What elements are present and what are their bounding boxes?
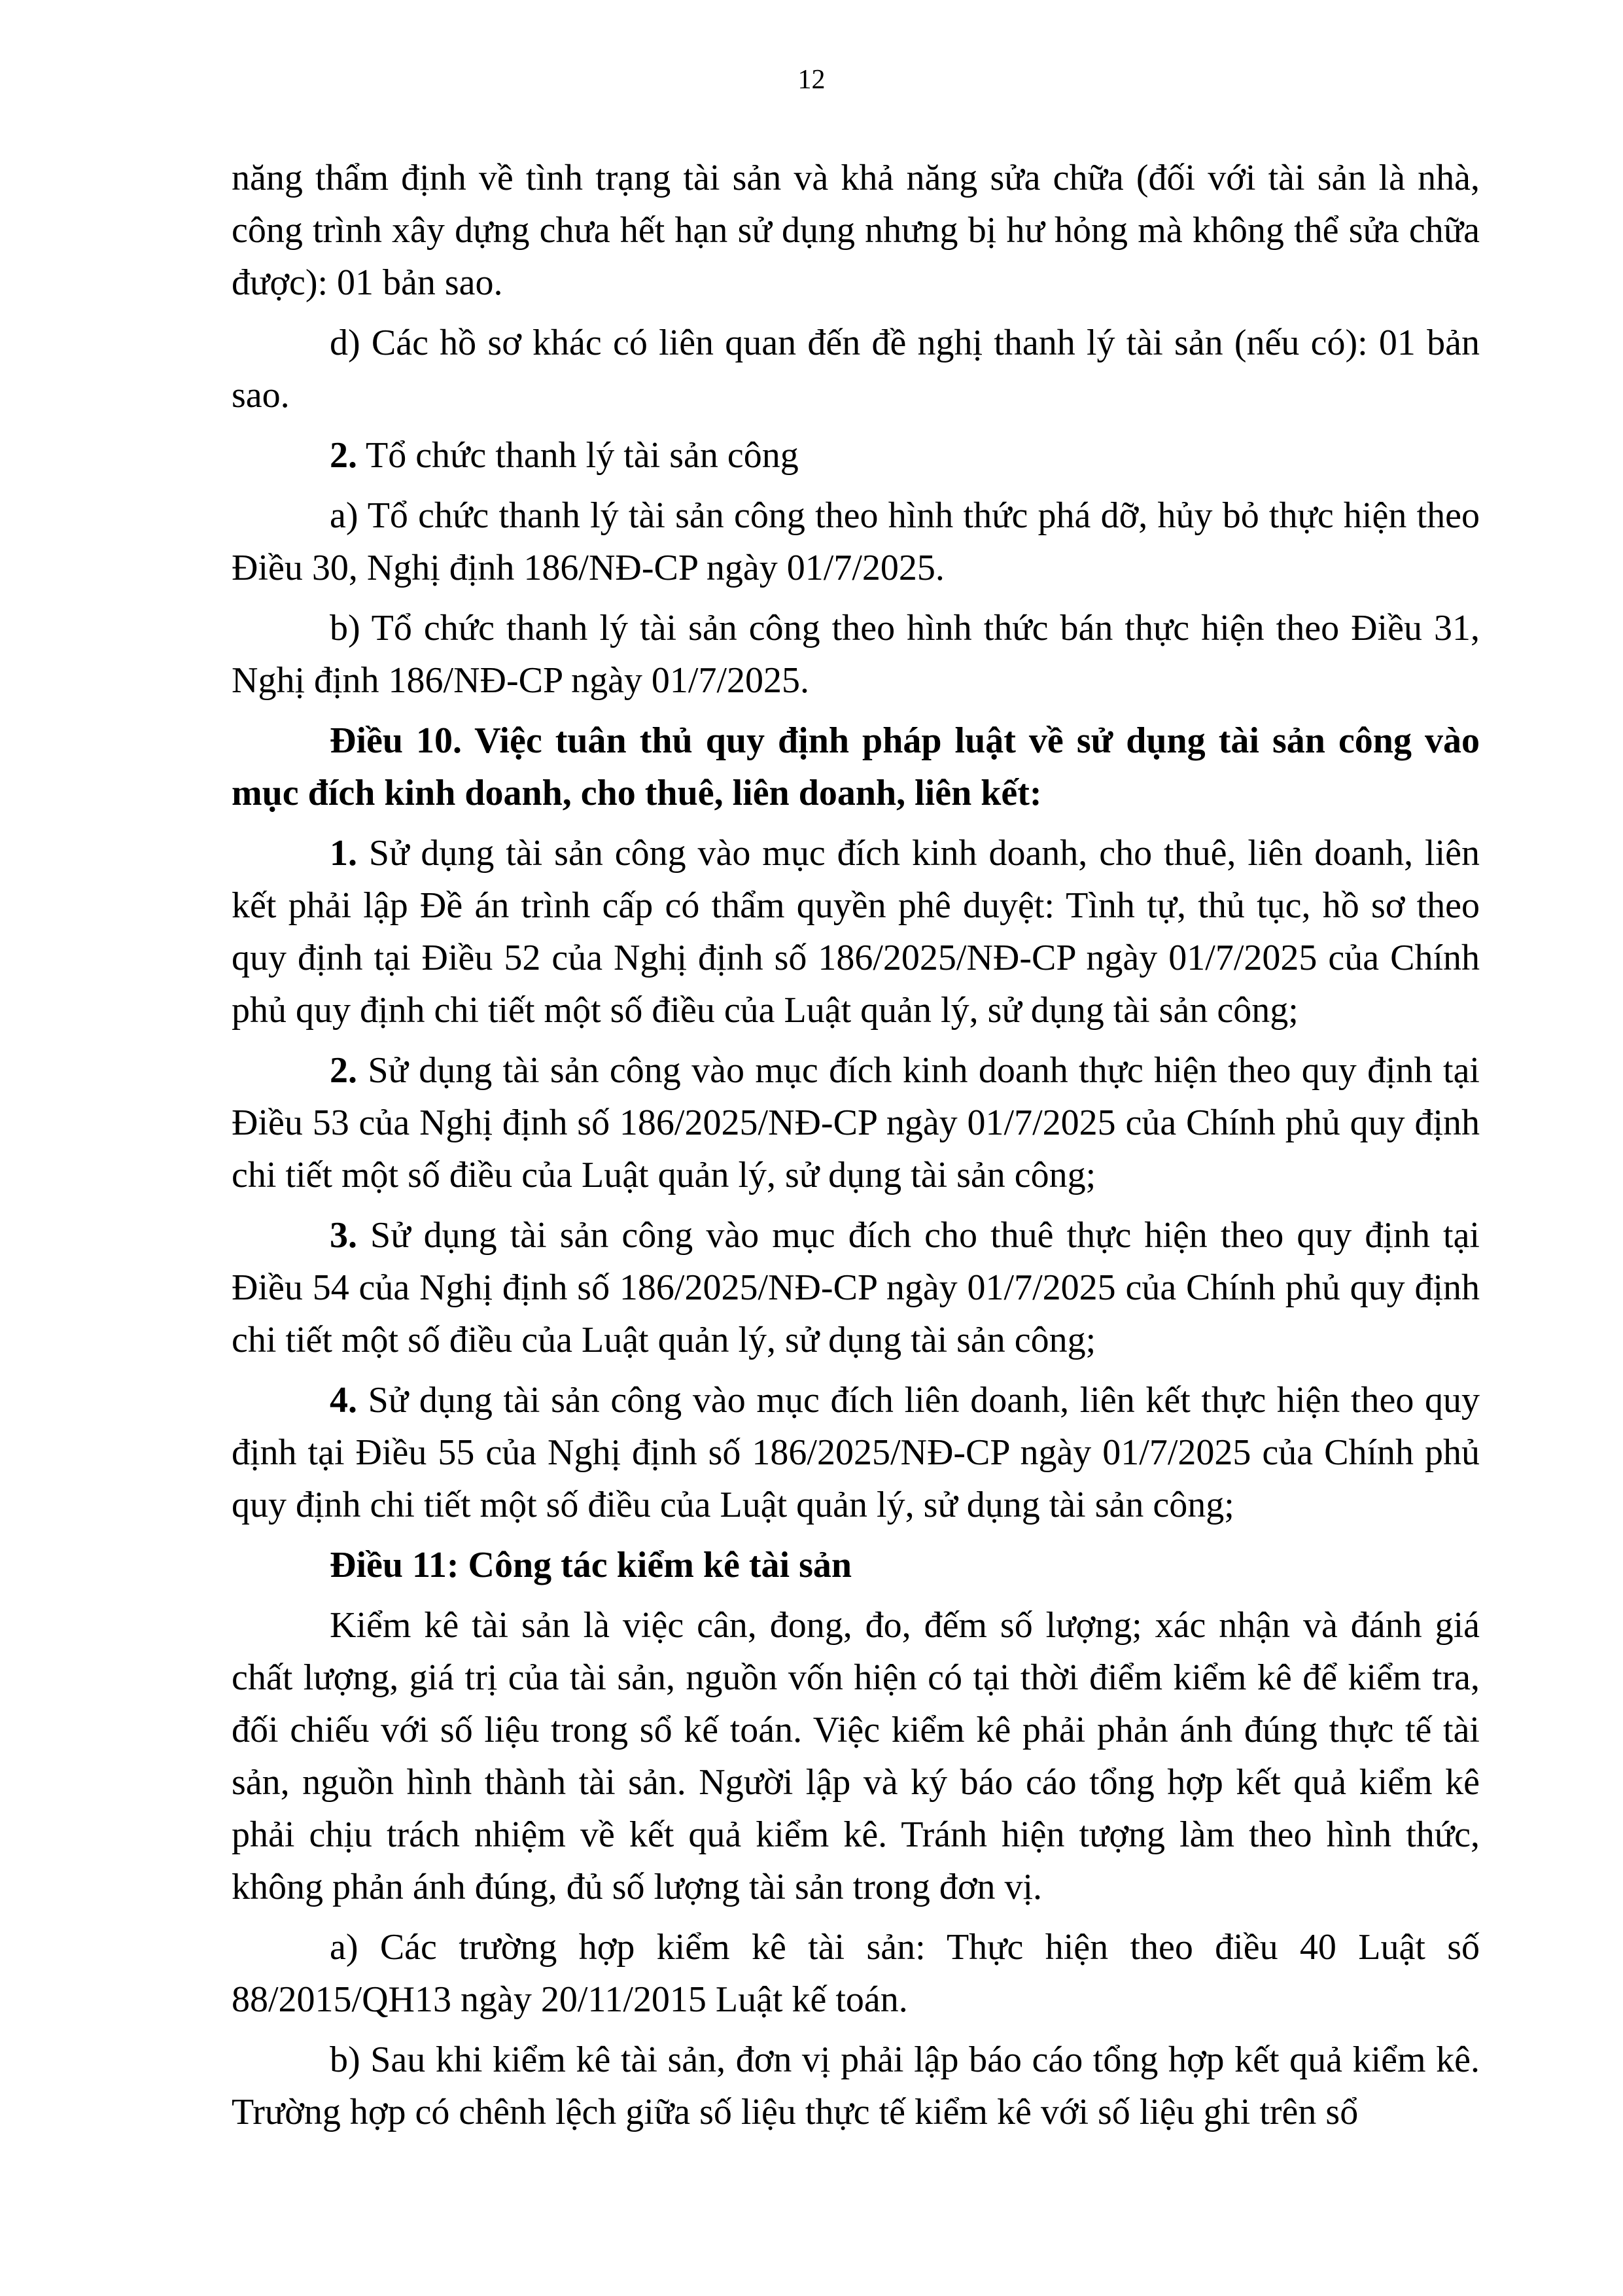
item-text: Sử dụng tài sản công vào mục đích cho thuê thực hiện theo quy định tại Điều 54 của Nghị định số 186/2025/NĐ-CP ngày 01/7/2025 của Chính phủ quy định chi tiết một số điều của Luật quản lý, sử dụng tài sản công; [232, 1215, 1480, 1360]
paragraph-a-demolition: a) Tổ chức thanh lý tài sản công theo hình thức phá dỡ, hủy bỏ thực hiện theo Điều 30, Nghị định 186/NĐ-CP ngày 01/7/2025. [232, 495, 1480, 588]
item-number: 3. [330, 1215, 357, 1256]
paragraph-section-2 [232, 429, 1480, 482]
section-text: Tổ chức thanh lý tài sản công [357, 435, 799, 476]
paragraph-d-other-documents: d) Các hồ sơ khác có liên quan đến đề nghị thanh lý tài sản (nếu có): 01 bản sao. [232, 323, 1480, 415]
article-10-item-1 [232, 827, 1480, 1036]
item-text: Sử dụng tài sản công vào mục đích kinh doanh, cho thuê, liên doanh, liên kết phải lập Đề án trình cấp có thẩm quyền phê duyệt: Tình tự, thủ tục, hồ sơ theo quy định tại Điều 52 của Nghị định số 186/2025/NĐ-CP ngày 01/7/2025 của Chính phủ quy định chi tiết một số điều của Luật quản lý, sử dụng tài sản công; [232, 833, 1480, 1031]
article-11-heading: Điều 11: Công tác kiểm kê tài sản [330, 1545, 852, 1585]
paragraph-continuation: năng thẩm định về tình trạng tài sản và khả năng sửa chữa (đối với tài sản là nhà, công trình xây dựng chưa hết hạn sử dụng nhưng bị hư hỏng mà không thể sửa chữa được): 01 bản sao. [232, 158, 1480, 303]
article-10-heading: Điều 10. Việc tuân thủ quy định pháp luật về sử dụng tài sản công vào mục đích kinh doanh, cho thuê, liên doanh, liên kết: [232, 720, 1480, 813]
item-number: 4. [330, 1380, 357, 1421]
paragraph-b-sale: b) Tổ chức thanh lý tài sản công theo hình thức bán thực hiện theo Điều 31, Nghị định 186/NĐ-CP ngày 01/7/2025. [232, 608, 1480, 701]
article-11-item-a: a) Các trường hợp kiểm kê tài sản: Thực hiện theo điều 40 Luật số 88/2015/QH13 ngày 20/11/2015 Luật kế toán. [232, 1927, 1480, 2020]
item-text: Sử dụng tài sản công vào mục đích kinh doanh thực hiện theo quy định tại Điều 53 của Nghị định số 186/2025/NĐ-CP ngày 01/7/2025 của Chính phủ quy định chi tiết một số điều của Luật quản lý, sử dụng tài sản công; [232, 1050, 1480, 1195]
section-number: 2. [330, 435, 357, 476]
document-body [232, 152, 1480, 2146]
item-text: Sử dụng tài sản công vào mục đích liên doanh, liên kết thực hiện theo quy định tại Điều 55 của Nghị định số 186/2025/NĐ-CP ngày 01/7/2025 của Chính phủ quy định chi tiết một số điều của Luật quản lý, sử dụng tài sản công; [232, 1380, 1480, 1525]
item-number: 1. [330, 833, 357, 874]
article-10-item-4 [232, 1374, 1480, 1531]
article-10-item-2 [232, 1044, 1480, 1201]
page-number: 12 [797, 65, 826, 95]
article-11-intro: Kiểm kê tài sản là việc cân, đong, đo, đếm số lượng; xác nhận và đánh giá chất lượng, giá trị của tài sản, nguồn vốn hiện có tại thời điểm kiểm kê để kiểm tra, đối chiếu với số liệu trong sổ kế toán. Việc kiểm kê phải phản ánh đúng thực tế tài sản, nguồn hình thành tài sản. Người lập và ký báo cáo tổng hợp kết quả kiểm kê phải chịu trách nhiệm về kết quả kiểm kê. Tránh hiện tượng làm theo hình thức, không phản ánh đúng, đủ số lượng tài sản trong đơn vị. [232, 1605, 1480, 1907]
article-10-item-3 [232, 1209, 1480, 1366]
article-11-item-b: b) Sau khi kiểm kê tài sản, đơn vị phải lập báo cáo tổng hợp kết quả kiểm kê. Trường hợp có chênh lệch giữa số liệu thực tế kiểm kê với số liệu ghi trên sổ [232, 2040, 1480, 2132]
item-number: 2. [330, 1050, 357, 1091]
